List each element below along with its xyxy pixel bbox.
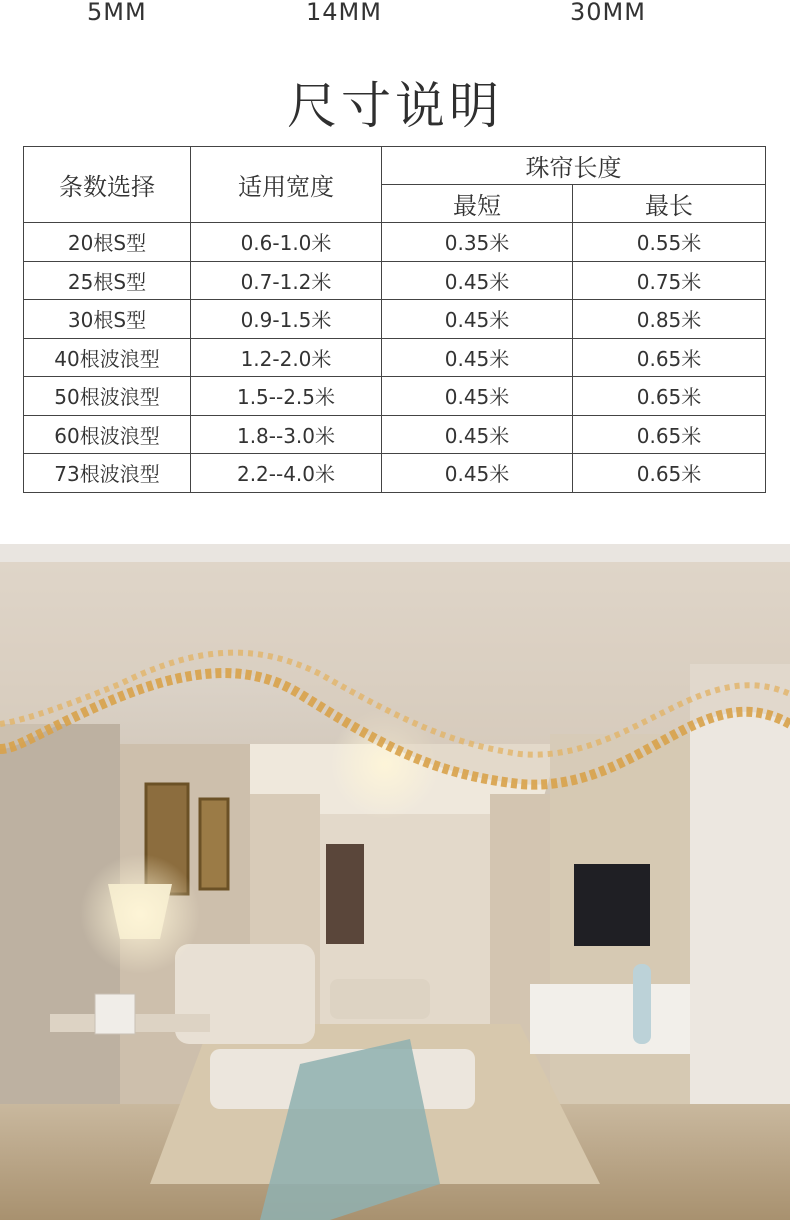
cell-shortest: 0.45米: [382, 415, 573, 454]
living-room-photo: [0, 544, 790, 1220]
cell-longest: 0.65米: [573, 377, 766, 416]
page-title: 尺寸说明: [287, 77, 503, 135]
table-row: [24, 377, 766, 416]
cell-width: 0.6-1.0米: [191, 223, 382, 262]
cell-shortest: 0.45米: [382, 338, 573, 377]
cell-strands: 60根波浪型: [24, 415, 191, 454]
cell-strands: 50根波浪型: [24, 377, 191, 416]
size-label: 30MM: [570, 0, 646, 26]
size-spec-table: [23, 146, 766, 493]
cell-shortest: 0.45米: [382, 261, 573, 300]
cell-longest: 0.65米: [573, 454, 766, 493]
cell-longest: 0.75米: [573, 261, 766, 300]
table-row: [24, 223, 766, 262]
cell-strands: 73根波浪型: [24, 454, 191, 493]
cell-shortest: 0.45米: [382, 377, 573, 416]
size-label: 14MM: [306, 0, 382, 26]
living-room-illustration: [0, 544, 790, 1220]
header-shortest: 最短: [382, 185, 573, 223]
table-row: [24, 261, 766, 300]
cell-longest: 0.55米: [573, 223, 766, 262]
header-strands: 条数选择: [24, 147, 191, 223]
cell-longest: 0.65米: [573, 338, 766, 377]
bead-size-labels: [0, 0, 790, 30]
cell-longest: 0.85米: [573, 300, 766, 339]
cell-width: 1.8--3.0米: [191, 415, 382, 454]
header-longest: 最长: [573, 185, 766, 223]
cell-width: 1.5--2.5米: [191, 377, 382, 416]
cell-strands: 40根波浪型: [24, 338, 191, 377]
cell-width: 2.2--4.0米: [191, 454, 382, 493]
table-row: [24, 338, 766, 377]
table-row: [24, 454, 766, 493]
cell-width: 0.7-1.2米: [191, 261, 382, 300]
header-length: 珠帘长度: [382, 147, 766, 185]
cell-width: 1.2-2.0米: [191, 338, 382, 377]
cell-shortest: 0.45米: [382, 454, 573, 493]
cell-shortest: 0.45米: [382, 300, 573, 339]
table-row: [24, 300, 766, 339]
header-width: 适用宽度: [191, 147, 382, 223]
cell-width: 0.9-1.5米: [191, 300, 382, 339]
cell-shortest: 0.35米: [382, 223, 573, 262]
cell-strands: 30根S型: [24, 300, 191, 339]
table-row: [24, 415, 766, 454]
size-label: 5MM: [87, 0, 147, 26]
cell-strands: 20根S型: [24, 223, 191, 262]
cell-longest: 0.65米: [573, 415, 766, 454]
cell-strands: 25根S型: [24, 261, 191, 300]
